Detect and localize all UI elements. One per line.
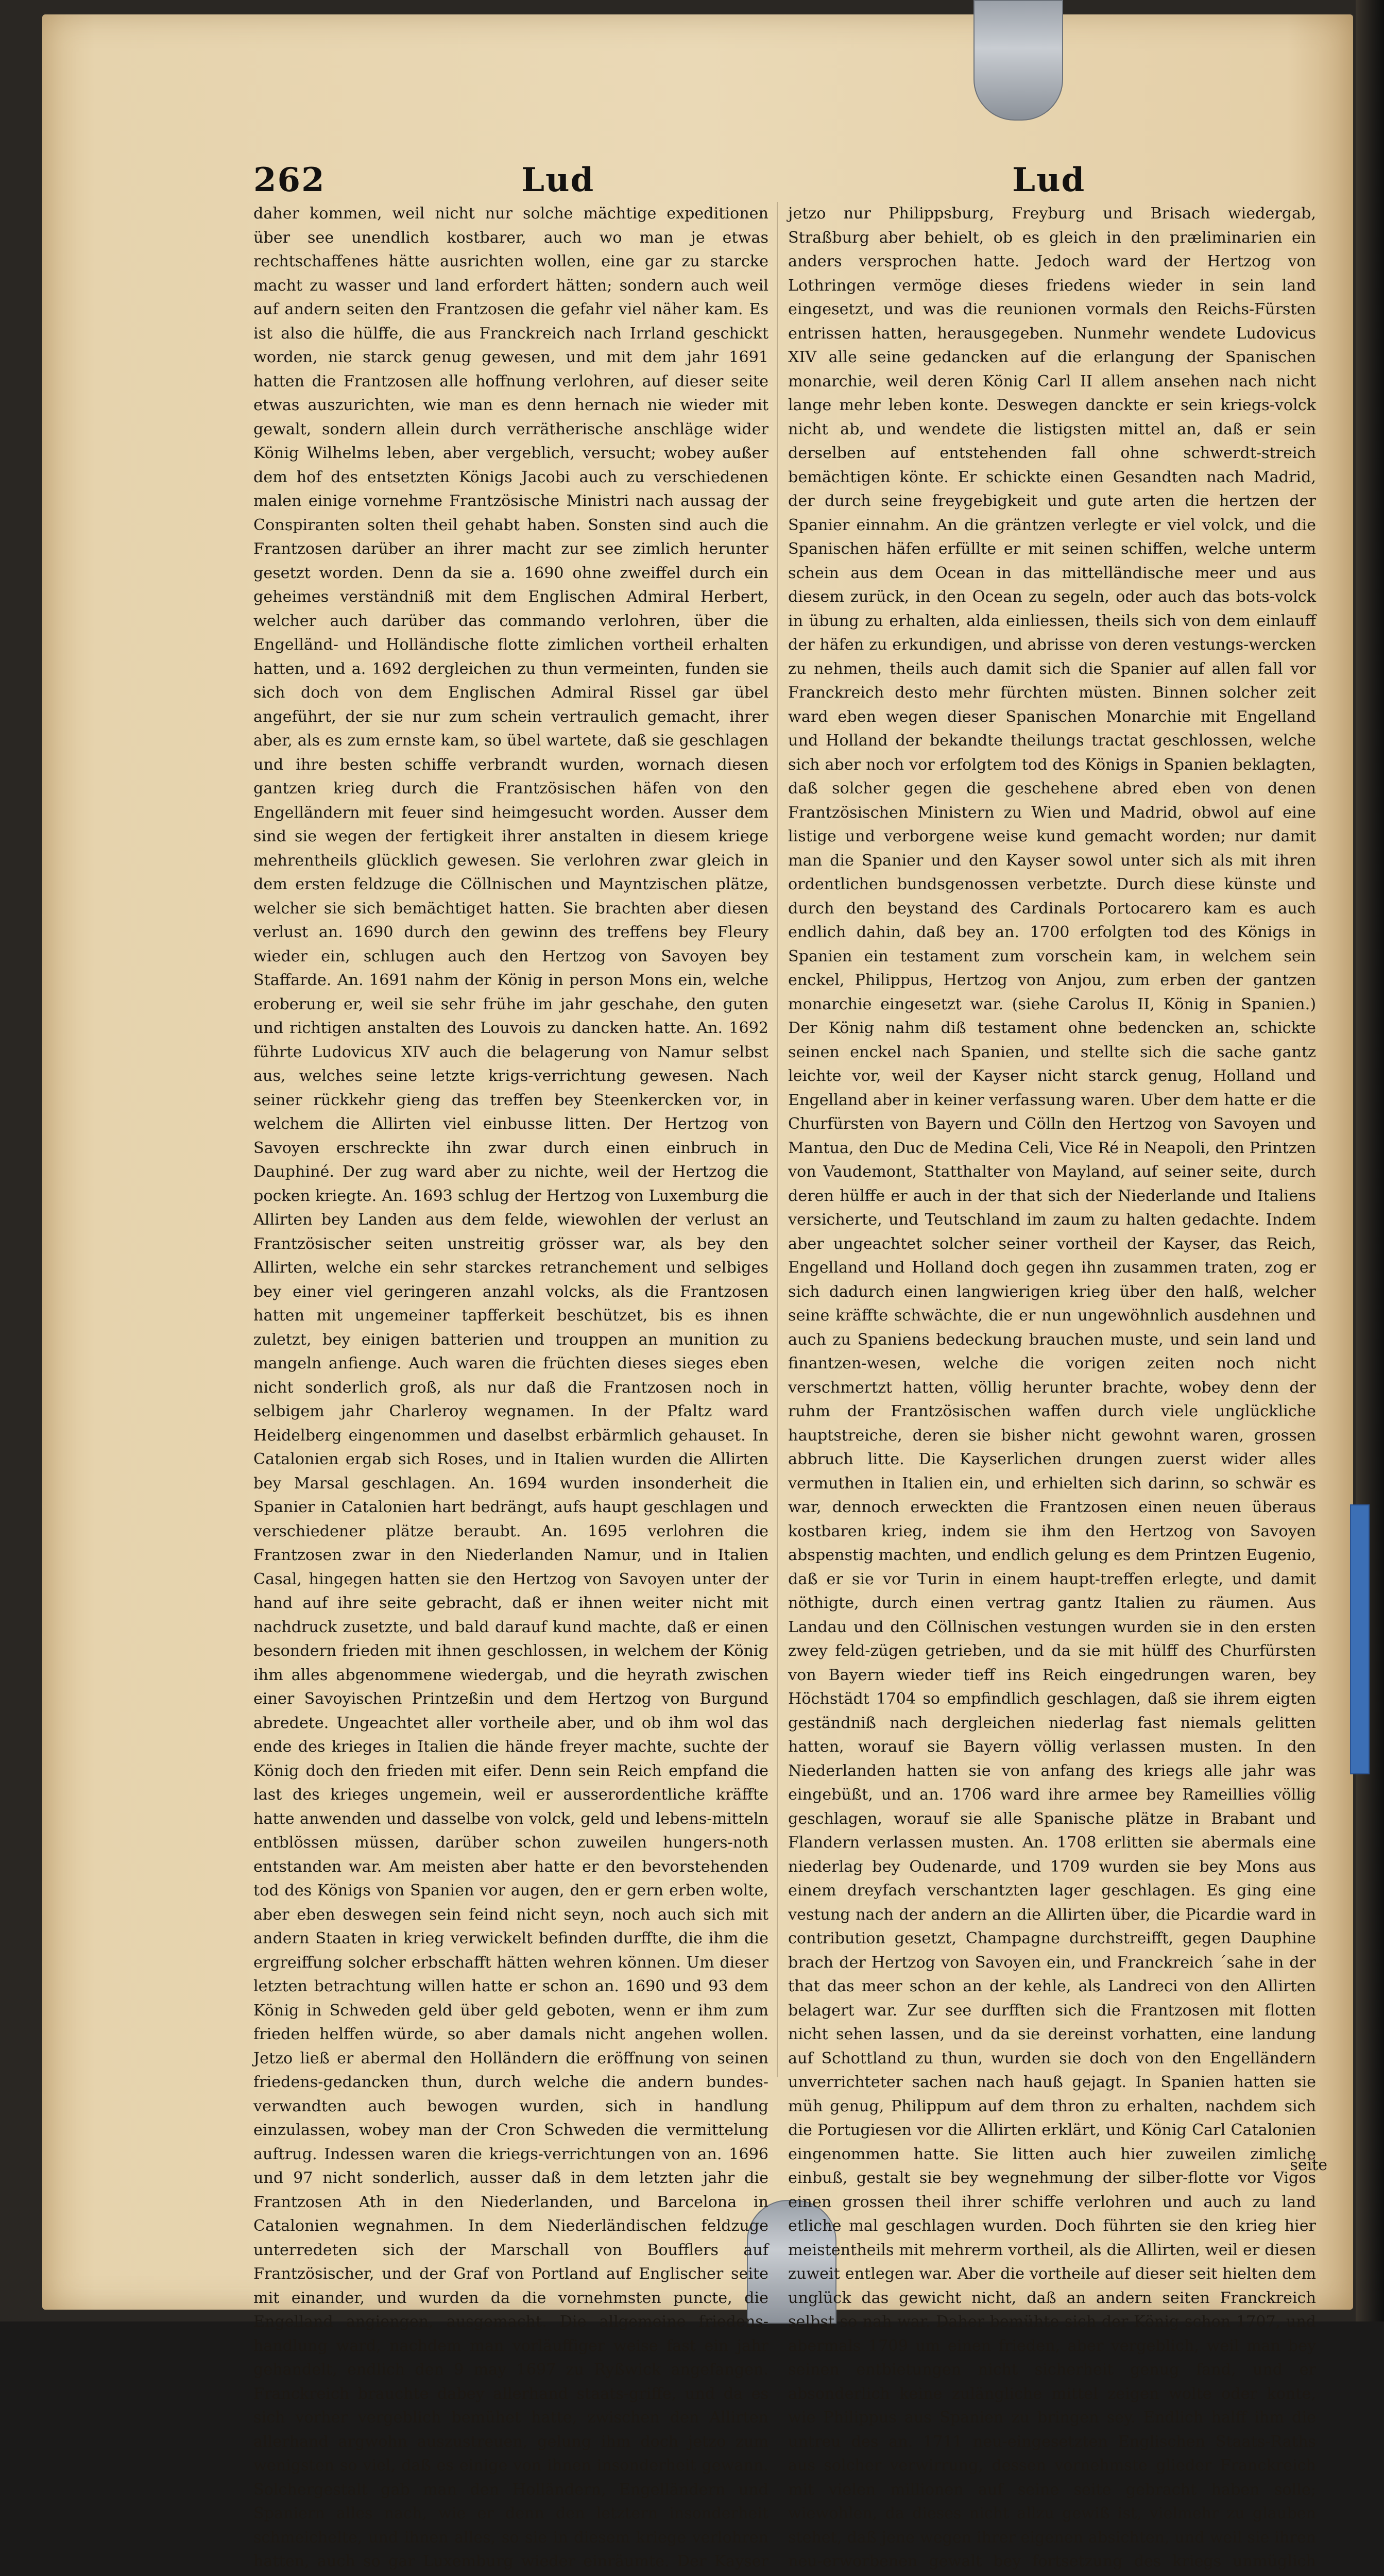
catchword: seite (1290, 2156, 1327, 2174)
left-column-text: daher kommen, weil nicht nur solche mächtige expeditionen über see unendlich kostbarer, auch wo man je etwas rechtschaffenes hätte ausrichten wollen, eine gar zu starcke macht zu wasser und land erfordert hätten; sondern auch weil auf andern seiten den Frantzosen die gefahr viel näher kam. Es ist also die hülffe, die aus Franckreich nach Irrland geschickt worden, nie starck genug gewesen, und mit dem jahr 1691 hatten die Frantzosen alle hoffnung verlohren, auf dieser seite etwas auszurichten, wie man es denn hernach nie wieder mit gewalt, sondern allein durch verrätherische anschläge wider König Wilhelms leben, aber vergeblich, versucht; wobey außer dem hof des entsetzten Königs Jacobi auch zu verschiedenen malen einige vornehme Frantzösische Ministri nach aussag der Conspiranten solten theil gehabt haben. Sonsten sind auch die Frantzosen darüber an ihrer macht zur see zimlich herunter gesetzt worden. Denn da sie a. 1690 ohne zweiffel durch ein geheimes verständniß mit dem Englischen Admiral Herbert, welcher auch darüber das commando verlohren, über die Engelländ- und Holländische flotte zimlichen vortheil erhalten hatten, und a. 1692 dergleichen zu thun vermeinten, funden sie sich doch von dem Englischen Admiral Rissel gar übel angeführt, der sie nur zum schein vertraulich gemacht, ihrer aber, als es zum ernste kam, so übel wartete, daß sie geschlagen und ihre besten schiffe verbrandt wurden, wornach diesen gantzen krieg durch die Frantzösischen häfen von den Engelländern mit feuer sind heimgesucht worden. Ausser dem sind sie wegen der fertigkeit ihrer anstalten in diesem kriege mehrentheils glücklich gewesen. Sie verlohren zwar gleich in dem ersten feldzuge die Cöllnischen und Mayntzischen plätze, welcher sie sich bemächtiget hatten. Sie brachten aber diesen verlust an. 1690 durch den gewinn des treffens bey Fleury wieder ein, schlugen auch den Hertzog von Savoyen bey Staffarde. An. 1691 nahm der König in person Mons ein, welche eroberung er, weil sie sehr frühe im jahr geschahe, den guten und richtigen anstalten des Louvois zu dancken hatte. An. 1692 führte Ludovicus XIV auch die belagerung von Namur selbst aus, welches seine letzte krigs-verrichtung gewesen. Nach seiner rückkehr gieng das treffen bey Steenkercken vor, in welchem die Allirten viel einbusse litten. Der Hertzog von Savoyen erschreckte ihn zwar durch einen einbruch in Dauphiné. Der zug ward aber zu nichte, weil der Hertzog die pocken kriegte. An. 1693 schlug der Hertzog von Luxemburg die Allirten bey Landen aus dem felde, wiewohlen der verlust an Frantzösischer seiten unstreitig grösser war, als bey den Allirten, welche ein sehr starckes retranchement und selbiges bey einer viel geringeren anzahl volcks, als die Frantzosen hatten mit ungemeiner tapfferkeit beschützet, bis es ihnen zuletzt, bey einigen batterien und trouppen an munition zu mangeln anfienge. Auch waren die früchten dieses sieges eben nicht sonderlich groß, als nur daß die Frantzosen noch in selbigem jahr Charleroy wegnamen. In der Pfaltz ward Heidelberg eingenommen und daselbst erbärmlich gehauset. In Catalonien ergab sich Roses, und in Italien wurden die Allirten bey Marsal geschlagen. An. 1694 wurden insonderheit die Spanier in Catalonien hart bedrängt, aufs haupt geschlagen und verschiedener plätze beraubt. An. 1695 verlohren die Frantzosen zwar in den Niederlanden Namur, und in Italien Casal, hingegen hatten sie den Hertzog von Savoyen unter der hand auf ihre seite gebracht, daß er ihnen weiter nicht mit nachdruck zusetzte, und bald darauf kund machte, daß er einen besondern frieden mit ihnen geschlossen, in welchem der König ihm alles abgenommene wiedergab, und die heyrath zwischen einer Savoyischen Printzeßin und dem Hertzog von Burgund abredete. Ungeachtet aller vortheile aber, und ob ihm wol das ende des krieges in Italien die hände freyer machte, suchte der König doch den frieden mit eifer. Denn sein Reich empfand die last des krieges ungemein, weil er ausserordentliche kräffte hatte anwenden und dasselbe von volck, geld und lebens-mitteln entblössen müssen, darüber schon zuweilen hungers-noth entstanden war. Am meisten aber hatte er den bevorstehenden tod des Königs von Spanien vor augen, den er gern erben wolte, aber eben deswegen sein feind nicht seyn, noch auch sich mit andern Staaten in krieg verwickelt befinden durffte, die ihm die ergreiffung solcher erbschafft hätten wehren können. Um dieser letzten betrachtung willen hatte er schon an. 1690 und 93 dem König in Schweden geld über geld geboten, wenn er ihm zum frieden helffen würde, so aber damals nicht angehen wollen. Jetzo ließ er abermal den Holländern die eröffnung von seinen friedens-gedancken thun, durch welche die andern bundes-verwandten auch bewogen wurden, sich in handlung einzulassen, wobey man der Cron Schweden die vermittelung auftrug. Indessen waren die kriegs-verrichtungen von an. 1696 und 97 nicht sonderlich, ausser daß in dem letzten jahr die Frantzosen Ath in den Niederlanden, und Barcelona in Catalonien wegnahmen. In dem Niederländischen feldzuge unterredeten sich der Marschall von Boufflers auf Frantzösischer, und der Graf von Portland auf Englischer seite mit einander, und wurden da die vornehmsten puncte, die Engelland angiengen, ausgemacht. Die allgemeine friedens-handlung ward, nachdem man vorläuffiger weise fast ein jahr gehandelt, endlich den 9 may 1697 zu Ryßwick angefangen. Franckreich brauchte dabey allerhand staats-griffe, und da es sich vorher vergeblich bemühet hatte, zwischen den Allirten allerhand argwohn auszustreuen, gelung ihm doch jetzo zum wenigsten so viel, daß es einige von ihnen insonderheit gewann. Solchergestalt gab man den Holländern, Engelländern und Spaniern alles nach, wie er denn den letztern insonderheit schmeichelte, und ihnen alles, so sie in diesem kriege verlohren hatten, auch so gar Luxemburg wieder einräumte. Der Kayser (253, 205, 768, 2570)
page-number: 262 (253, 161, 326, 199)
column-divider (777, 202, 778, 2077)
running-head-left: Lud (521, 161, 595, 199)
text-column-right (788, 202, 1316, 2570)
right-column-text: jetzo nur Philippsburg, Freyburg und Brisach wiedergab, Straßburg aber behielt, ob es gleich in den præliminarien ein anders versprochen hatte. Jedoch ward der Hertzog von Lothringen vermöge dieses friedens wieder in sein land eingesetzt, und was die reunionen vormals den Reichs-Fürsten entrissen hatten, herausgegeben. Nunmehr wendete Ludovicus XIV alle seine gedancken auf die erlangung der Spanischen monarchie, weil deren König Carl II allem ansehen nach nicht lange mehr leben konte. Deswegen danckte er sein kriegs-volck nicht ab, und wendete die listigsten mittel an, daß er sein derselben auf entstehenden fall ohne schwerdt-streich bemächtigen könte. Er schickte einen Gesandten nach Madrid, der durch seine freygebigkeit und gute arten die hertzen der Spanier einnahm. An die gräntzen verlegte er viel volck, und die Spanischen häfen erfüllte er mit seinen schiffen, welche unterm schein aus dem Ocean in das mittelländische meer und aus diesem zurück, in den Ocean zu segeln, oder auch das bots-volck in übung zu erhalten, alda einliessen, theils sich von dem einlauff der häfen zu erkundigen, und abrisse von deren vestungs-wercken zu nehmen, theils auch damit sich die Spanier auf allen fall vor Franckreich desto mehr fürchten müsten. Binnen solcher zeit ward eben wegen dieser Spanischen Monarchie mit Engelland und Holland der bekandte theilungs tractat geschlossen, welche sich aber noch vor erfolgtem tod des Königs in Spanien beklagten, daß solcher gegen die geschehene abred eben von denen Frantzösischen Ministern zu Wien und Madrid, obwol auf eine listige und verborgene weise kund gemacht worden; nur damit man die Spanier und den Kayser sowol unter sich als mit ihren ordentlichen bundsgenossen verbetzte. Durch diese künste und durch den beystand des Cardinals Portocarero kam es auch endlich dahin, daß bey an. 1700 erfolgten tod des Königs in Spanien ein testament zum vorschein kam, in welchem sein enckel, Philippus, Hertzog von Anjou, zum erben der gantzen monarchie eingesetzt war. (siehe Carolus II, König in Spanien.) Der König nahm diß testament ohne bedencken an, schickte seinen enckel nach Spanien, und stellte sich die sache gantz leichte vor, weil der Kayser nicht starck genug, Holland und Engelland aber in keiner verfassung waren. Uber dem hatte er die Churfürsten von Bayern und Cölln den Hertzog von Savoyen und Mantua, den Duc de Medina Celi, Vice Ré in Neapoli, den Printzen von Vaudemont, Statthalter von Mayland, auf seiner seite, durch deren hülffe er auch in der that sich der Niederlande und Italiens versicherte, und Teutschland im zaum zu halten gedachte. Indem aber ungeachtet solcher seiner vortheil der Kayser, das Reich, Engelland und Holland doch gegen ihn zusammen traten, zog er sich dadurch einen langwierigen krieg über den halß, welcher seine kräffte schwächte, die er nun ungewöhnlich ausdehnen und auch zu Spaniens bedeckung brauchen muste, und sein land und finantzen-wesen, welche die vorigen zeiten noch nicht verschmertzt hatten, völlig herunter brachte, wobey denn der ruhm der Frantzösischen waffen durch viele unglückliche hauptstreiche, deren sie bisher nicht gewohnt waren, grossen abbruch litte. Die Kayserlichen drungen zuerst wider alles vermuthen in Italien ein, und erhielten sich darinn, so schwär es war, dennoch erweckten die Frantzosen einen neuen überaus kostbaren krieg, indem sie ihm den Hertzog von Savoyen abspenstig machten, und endlich gelung es dem Printzen Eugenio, daß er sie vor Turin in einem haupt-treffen erlegte, und damit nöthigte, durch einen vertrag gantz Italien zu räumen. Aus Landau und den Cöllnischen vestungen wurden sie in den ersten zwey feld-zügen getrieben, und da sie mit hülff des Churfürsten von Bayern wieder tieff ins Reich eingedrungen waren, bey Höchstädt 1704 so empfindlich geschlagen, daß sie ihrem eigten geständniß nach dergleichen niederlag fast niemals gelitten hatten, worauf sie Bayern völlig verlassen musten. In den Niederlanden hatten sie von anfang des kriegs alle jahr was eingebüßt, und an. 1706 ward ihre armee bey Rameillies völlig geschlagen, worauf sie alle Spanische plätze in Brabant und Flandern verlassen musten. An. 1708 erlitten sie abermals eine niederlag bey Oudenarde, und 1709 wurden sie bey Mons aus einem dreyfach verschantzten lager geschlagen. Es ging eine vestung nach der andern an die Allirten über, die Picardie ward in contribution gesetzt, Champagne durchstreifft, gegen Dauphine brach der Hertzog von Savoyen ein, und Franckreich ´sahe in der that das meer schon an der kehle, als Landreci von den Allirten belagert war. Zur see durfften sich die Frantzosen mit flotten nicht sehen lassen, und da sie dereinst vorhatten, eine landung auf Schottland zu thun, wurden sie doch von den Engelländern unverrichteter sachen nach hauß gejagt. In Spanien hatten sie müh genug, Philippum auf dem thron zu erhalten, nachdem sich die Portugiesen vor die Allirten erklärt, und König Carl Catalonien eingenommen hatte. Sie litten auch hier zuweilen zimliche einbuß, gestalt sie bey wegnehmung der silber-flotte vor Vigos einen grossen theil ihrer schiffe verlohren und auch zu land etliche mal geschlagen wurden. Doch führten sie den krieg hier meistentheils mit mehrerm vortheil, als die Allirten, weil er diesen zuweit entlegen war. Aber die vortheile auf dieser seit hielten dem unglück das gewicht nicht, daß an andern seiten Franckreich selbst so nah war. Daher bemühte sich der König schon 1707, und abermals 1709 um einen frieden, aber vergeblich, weil man bey seinen entbietungen nicht sicherheit genug fand, und er absonderlich keine zulängliche mittel zeigen wolte oder konte, wie Philippus aus Spanien zu bringen sey. Endlich halff ihm die untreu des an. 1711 neu-eingesetzten Englischen Staats-Raths aus solcher verwirrung, dessen vornehmste glieder Franckreich mit vielen millionen auf seine seite gebracht haben solle; wiewohlen, da dieses nicht allzu gewiß ist, vielmehr zu glauben stehet, daß jene wegen ihrer eigenen absichten, und weil sie ihren neu-erworbenen gewalt bey fortsetzung des kriegs unmüglich (788, 205, 1316, 2570)
page-clip-top (973, 0, 1063, 121)
adjacent-page-edge (1356, 0, 1384, 2321)
blue-bookmark-tab (1350, 1504, 1370, 1774)
text-column-left (253, 202, 768, 2570)
running-head-right: Lud (1012, 161, 1086, 199)
